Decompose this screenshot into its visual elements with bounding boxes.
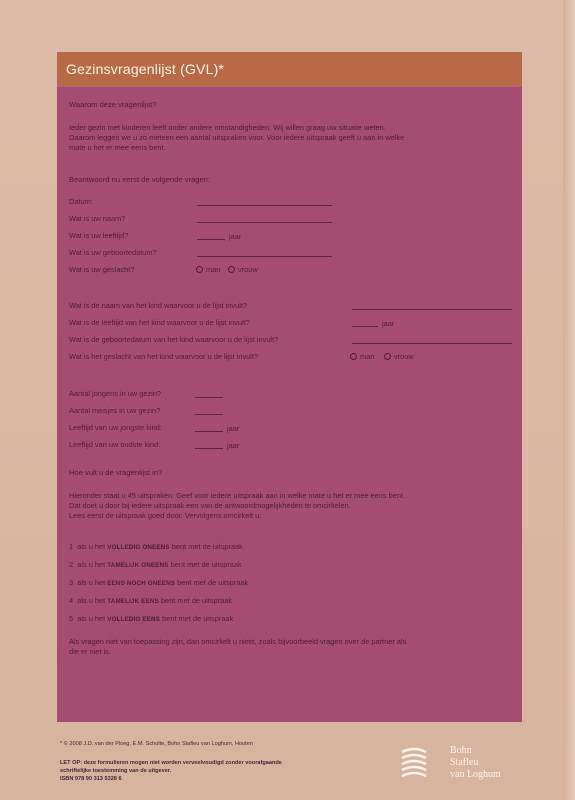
intro-line: Ieder gezin met kinderen leeft onder andere omstandigheden. Wij willen graag uw situatie weten.: [69, 123, 386, 132]
boys-count-input-line[interactable]: [195, 397, 223, 398]
intro-line: mate u het er mee eens bent.: [69, 143, 166, 152]
child-option-vrouw-label: vrouw: [394, 352, 414, 361]
intro-line: Daarom leggen we u zo meteen een aantal uitspraken voor. Voor iedere uitspraak geeft u aan in welke: [69, 133, 405, 142]
child-name-input-line[interactable]: [352, 309, 512, 310]
radio-vrouw[interactable]: [228, 266, 235, 273]
child-age-label: Wat is de leeftijd van het kind waarvoor u de lijst invult?: [69, 318, 250, 327]
page-title: Gezinsvragenlijst (GVL)*: [66, 61, 225, 77]
field-label-date: Datum:: [69, 197, 93, 206]
youngest-age-input-line[interactable]: [195, 431, 223, 432]
copyright-notice: * © 2008 J.D. van der Ploeg, E.M. Scholte, Bohn Stafleu van Loghum, Houten: [60, 741, 253, 747]
publisher-name: van Loghum: [450, 769, 501, 780]
scale-item: 3 als u het EENS NOCH ONEENS bent met de uitspraak: [69, 578, 249, 587]
age-input-line[interactable]: [197, 239, 225, 240]
oldest-age-input-line[interactable]: [195, 448, 223, 449]
youngest-age-unit: jaar: [227, 424, 240, 433]
instructions-line: Hieronder staat u 45 uitspraken. Geef voor iedere uitspraak aan in welke mate u het er mee eens bent.: [69, 491, 406, 500]
scale-item: 2 als u het TAMELIJK ONEENS bent met de uitspraak: [69, 560, 242, 569]
boys-count-label: Aantal jongens in uw gezin?: [69, 389, 162, 398]
isbn: ISBN 978 90 313 5328 6: [60, 776, 122, 782]
field-label-birthdate: Wat is uw geboortedatum?: [69, 248, 157, 257]
oldest-age-label: Leeftijd van uw oudste kind:: [69, 440, 161, 449]
girls-count-label: Aantal meisjes in uw gezin?: [69, 406, 161, 415]
youngest-age-label: Leeftijd van uw jongste kind:: [69, 423, 162, 432]
child-birthdate-input-line[interactable]: [352, 343, 512, 344]
oldest-age-unit: jaar: [227, 441, 240, 450]
age-unit: jaar: [229, 232, 242, 241]
instructions-heading: Hoe vult u de vragenlijst in?: [69, 468, 163, 477]
child-radio-man[interactable]: [350, 353, 357, 360]
scale-item: 5 als u het VOLLEDIG EENS bent met de uitspraak: [69, 614, 234, 623]
child-age-input-line[interactable]: [352, 326, 378, 327]
publisher-logo-icon: [396, 744, 436, 784]
note-line: die er niet is.: [69, 647, 111, 656]
note-line: Als vragen niet van toepassing zijn, dan omcirkelt u niets, zoals bijvoorbeeld vragen over de partner als: [69, 637, 407, 646]
option-man-label: man: [206, 265, 221, 274]
field-label-name: Wat is uw naam?: [69, 214, 126, 223]
child-age-unit: jaar: [382, 319, 395, 328]
scale-item: 4 als u het TAMELIJK EENS bent met de uitspraak: [69, 596, 233, 605]
form-panel: [57, 86, 522, 722]
instructions-line: Lees eerst de uitspraak goed door. Vervolgens omcirkelt u:: [69, 511, 262, 520]
child-birthdate-label: Wat is de geboortedatum van het kind waarvoor u de lijst invult?: [69, 335, 279, 344]
girls-count-input-line[interactable]: [195, 414, 223, 415]
start-heading: Beantwoord nu eerst de volgende vragen:: [69, 175, 211, 184]
child-radio-vrouw[interactable]: [384, 353, 391, 360]
date-input-line[interactable]: [197, 205, 332, 206]
birthdate-input-line[interactable]: [197, 256, 332, 257]
name-input-line[interactable]: [197, 222, 332, 223]
option-vrouw-label: vrouw: [238, 265, 258, 274]
warning-line: LET OP: deze formulieren mogen niet worden verveelvoudigd zonder voorafgaande: [60, 760, 282, 766]
child-gender-label: Wat is het geslacht van het kind waarvoor u de lijst invult?: [69, 352, 259, 361]
publisher-name: Stafleu: [450, 757, 479, 768]
field-label-gender: Wat is uw geslacht?: [69, 265, 135, 274]
field-label-age: Wat is uw leeftijd?: [69, 231, 129, 240]
child-option-man-label: man: [360, 352, 375, 361]
warning-line: schriftelijke toestemming van de uitgever.: [60, 768, 172, 774]
radio-man[interactable]: [196, 266, 203, 273]
instructions-line: Dat doet u door bij iedere uitspraak een van de antwoordmogelijkheden te omcirkelen.: [69, 501, 351, 510]
title-bar: [57, 52, 522, 86]
scale-item: 1 als u het VOLLEDIG ONEENS bent met de uitspraak: [69, 542, 243, 551]
sheet-edge: [563, 0, 575, 800]
child-name-label: Wat is de naam van het kind waarvoor u de lijst invult?: [69, 301, 248, 310]
intro-heading: Waarom deze vragenlijst?: [69, 100, 157, 109]
publisher-name: Bohn: [450, 745, 472, 756]
